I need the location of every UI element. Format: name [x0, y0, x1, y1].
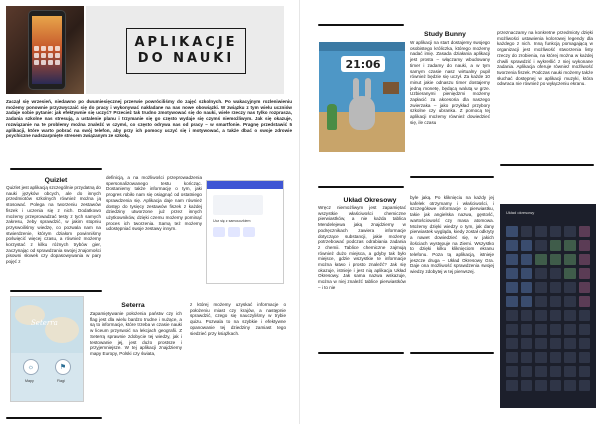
bunny-timer: 21:06	[341, 56, 385, 72]
divider	[10, 290, 102, 292]
uklad-text-col1: Wręcz niemożliwym jest zapamiętać wszystkie właściwości chemiczne pierwiastków, a nie każda tablica Mendelejewa jaką znajdziemy w podręcznikach zawiera informacje dotyczące substancji, jakie możemy potrzebować podczas odrabiania zadania z chemii. Tablice chemiczne zajmują również dużo miejsca, a gdyby tak było miejsce, gdzie wszystkie te informacje można łatwo i prosto znaleźć? Jak się okazuje, istnieje i jest nią aplikacja Układ Okresowy. Jak sama nazwa wskazuje, można w niej znaleźć tablice pierwiastków – i to nie	[318, 205, 406, 290]
quizlet-modes	[213, 227, 255, 237]
uklad-text-col2: byle jaką. Po kliknięciu na każdy jej kafelek otrzymamy i właściwości, i szczegółowe informacje o pierwiastku, takie jak angielska nazwa, gęstość, wartościowość czy masa atomowa. Możemy dzięki wiedzy o tym, jak dany pierwiastek wygląda, kiedy został odkryty a nawet dowiedzieć się, w jakich ilościach występuje na Ziemi. Wszystko to dzięki kilku kliknięciom ekranu telefonu. Poza tą aplikacją, istnieje jeszcze druga – Układ Okresowy Gra. Daje ona możliwość sprawdzenia swojej wiedzy zdobytej w tej pierwszej.	[410, 195, 494, 275]
divider	[410, 176, 494, 178]
study-bunny-text-col1: W aplikacji na start dostajemy swojego osobistego króliczka, którego możemy nadać imię. Zasada działania aplikacji jest prosta – włączamy wbudowany timer i zadamy do nauki, a w tym samym czasie nasz wirtualny pupil również będzie się uczył. Za każde 10 minut jakie odnaszu timer dostajemy jedną monetę, będącą walutą w grze. Uzbieranymi pieniędzmi możemy zapłacić za akcesoria dla naszego zwierzaka – jako przykład przybory szkolne czy ubranka. Z pomocą tej aplikacji możemy również dowiedzieć się, ile czasu	[410, 40, 490, 125]
compass-icon: ☼	[23, 359, 39, 375]
uklad-shot-title: Układ okresowy	[506, 210, 535, 215]
quizlet-heading: Quizlet	[44, 177, 68, 184]
cover-title-box	[86, 6, 284, 94]
divider	[410, 352, 494, 354]
cover-title-frame	[126, 28, 246, 74]
quizlet-text-col2: definicją, a na możliwości przeprowadzenia spersonalizowanego testu kończąc. Dostaniemy także informację o tym, jaki progres robiło nam się osiągnąć od ostatniego sprawdzenia się. Aplikacja daje nam również dostęp do tysięcy zestawów fiszek z każdej dziedziny utworzone już przez innych użytkowników, dzięki czemu możemy pominąć proces ich tworzenia. Samą też możemy udostępniać swoje zestawy innym.	[106, 175, 202, 232]
periodic-table-grid	[506, 226, 590, 391]
seterra-text-col2: z której możemy uzyskać informacje o położeniu miast czy krajów, a następnie sprawdzić, czego się nauczyliśmy w trybie quizu. Pozwala to na szybkie i efektywne opanowanie tej dziedziny zamiast tego siedzieć przy książkach.	[190, 302, 286, 336]
quizlet-shot-label: Ucz się z samouczkiem	[213, 219, 251, 223]
quizlet-app-bar	[207, 181, 283, 189]
cover-title-line-1: APLIKACJE	[134, 35, 238, 50]
study-bunny-heading: Study Bunny	[424, 31, 466, 38]
study-bunny-text-col2: przeznaczamy na konkretne przedmioty dzięki możliwości ustawienia kolorowej legendy dla każdego z nich. Inną funkcją pomagającą w organizacji jest możliwość stworzenia listy rzeczy do zrobienia, na której można w każdej chwili sprawdzić i wykreślić z niej wykonane zadania. Aplikacja oferuje również możliwość tworzenia fiszek. Podczas nauki możemy także słuchać dostępnej w aplikacji muzyki, która odwraca nie również po wyłączeniu ekranu.	[497, 30, 593, 87]
uklad-heading: Układ Okresowy	[343, 197, 397, 204]
seterra-heading: Seterra	[121, 302, 145, 309]
study-bunny-screenshot	[319, 42, 405, 152]
phone-icon	[28, 10, 66, 90]
plant-icon	[327, 104, 337, 130]
app-icons	[34, 46, 60, 65]
seterra-btn-flags: Flagi	[57, 379, 65, 383]
quizlet-text-col1: Quizlet jest aplikacją szczególnie przydatną do nauki języków obcych, ale do innych przedmiotów szkolnych również można ją stosować. Polega na tworzeniu zestawów fiszek i uczenia się z nich. Dodatkowo możemy przeprowadzać testy z tych samych zakresu, żeby sprawdzić, w jakim stopniu przyswoiliśmy wiedzę, co pozwala nam na stwierdzenie, którym działom powinniśmy poświęcić więcej czasu, a również możemy korzystać z kilku różnych trybów gier, zaczynając od sprawdzania swojej znajomości pisowni słowek czy dopasowywania w pary pojęć z	[6, 185, 101, 265]
divider	[500, 164, 594, 166]
divider	[318, 186, 404, 188]
quizlet-screenshot	[206, 180, 284, 284]
phone-screen	[32, 16, 62, 84]
cover-title-line-2: DO NAUKI	[137, 51, 235, 66]
divider	[318, 24, 404, 26]
quizlet-flashcard	[213, 195, 263, 215]
seterra-screenshot	[10, 296, 84, 402]
seterra-map	[11, 297, 83, 353]
shelf-icon	[383, 82, 399, 94]
divider	[318, 352, 404, 354]
seterra-text-col1: Zapamiętywanie położenia państw czy ich flag jest dla wielu bardzo trudne i nużące, a są to informacje, które trzeba w czasie nauki w liceum przyswoić na lekcjach geografii. Z Seterrą sprawnie zdobycie tej wiedzy, jak i testowanie jej, jest dużo prostsze i przyjemniejsze. W tej aplikacji znajdziemy mapy Europy, Polski czy świata,	[90, 311, 182, 356]
uklad-screenshot	[500, 204, 596, 408]
bunny-app-bar	[319, 42, 405, 51]
bunny-icon	[349, 96, 375, 130]
seterra-btn-maps: Mapy	[25, 379, 34, 383]
seterra-title: Seterra	[31, 319, 58, 327]
divider	[6, 417, 102, 419]
divider	[10, 168, 102, 170]
cover-phone-photo	[6, 6, 84, 94]
flag-icon: ⚑	[55, 359, 71, 375]
cover-intro: Zaczął się wrzesień, niedawno po dwumiesięcznej przerwie powróciliśmy do zajęć szkolnych. Po wakacyjnym rozleniwieniu możemy ponownie przyzwyczaić się do pracy i wykonywać nakładane na nas nowe obowiązki. W związku z tym wielu uczniów zadaje sobie pytanie: jak efektywnie się uczyć? Przecież tak trudno zmotywować się do nauki, wiele rzeczy nas tylko rozprasza, zadania szkolne nas stresują, a ustalenie planu i trzymanie się go często wydaje się czymś niemożliwym. Jak się okazuje, rozwiązanie na te problemy można znaleźć w czymś, co często odrywa nas od pracy – w smartfonie. Pragnę przedstawić 5 aplikacji, które warto pobrać na swój telefon, aby przy ich pomocy uczyć się i motywować, a także dbać o swoje zdrowie psychiczne nadszarpnięte stresem związanym ze szkołą.	[6, 99, 292, 139]
